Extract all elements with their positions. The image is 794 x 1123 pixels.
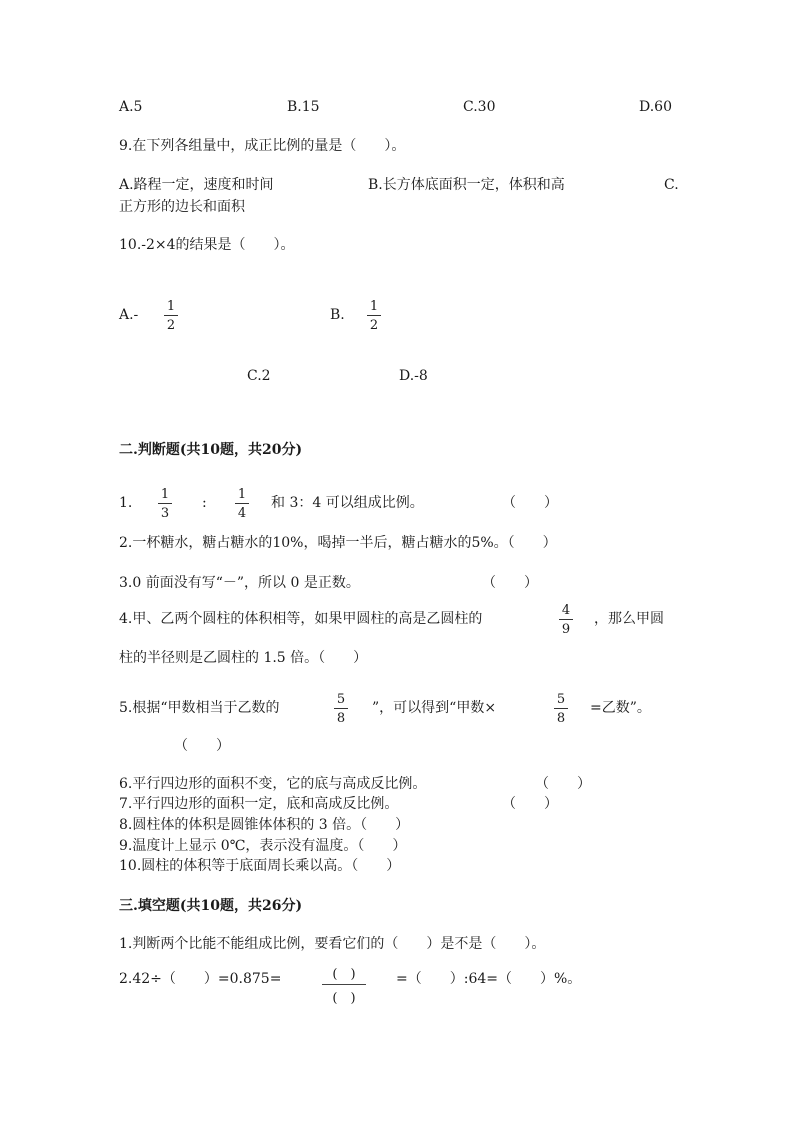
q8-option-d: D.60	[639, 99, 672, 115]
judge-8: 8.圆柱体的体积是圆锥体体积的 3 倍。（ ）	[119, 817, 410, 833]
judge-5-part-3: =乙数”。	[590, 700, 651, 716]
q10-option-b-fraction	[367, 300, 381, 332]
section-2-title: 二.判断题(共10题，共20分)	[119, 442, 303, 458]
fraction-denominator-blank[interactable]: ( )	[332, 991, 356, 1006]
fill-1: 1.判断两个比能不能组成比例，要看它们的（ ）是不是（ ）。	[119, 936, 546, 952]
fraction-denominator: 8	[556, 711, 566, 726]
judge-1-colon: :	[202, 495, 207, 511]
q10-option-d: D.-8	[399, 368, 428, 384]
judge-1-fraction-1	[158, 488, 172, 520]
fraction-numerator: 1	[369, 299, 379, 314]
judge-9: 9.温度计上显示 0℃，表示没有温度。（ ）	[119, 838, 407, 854]
judge-1-text: 和 3：4 可以组成比例。	[271, 495, 424, 511]
judge-5-fraction-1	[334, 693, 348, 725]
fraction-numerator: 1	[237, 487, 247, 502]
fill-2-fraction[interactable]	[322, 963, 366, 1006]
q9-stem: 9.在下列各组量中，成正比例的量是（ ）。	[119, 138, 406, 154]
judge-4-fraction	[559, 604, 573, 636]
fraction-denominator: 2	[166, 318, 176, 333]
q9-option-c-text: 正方形的边长和面积	[119, 199, 245, 215]
fraction-denominator: 4	[237, 506, 247, 521]
q10-stem: 10.-2×4的结果是（ ）。	[119, 237, 295, 253]
judge-1-answer-paren[interactable]: （ ）	[502, 495, 558, 511]
judge-1-prefix: 1.	[119, 495, 133, 511]
fraction-denominator: 3	[160, 506, 170, 521]
judge-5-answer-paren[interactable]: （ ）	[174, 738, 230, 754]
fraction-denominator: 8	[336, 711, 346, 726]
judge-5-part-2: ”，可以得到“甲数×	[372, 700, 497, 716]
q9-option-a: A.路程一定，速度和时间	[119, 177, 274, 193]
judge-2: 2.一杯糖水，糖占糖水的10%，喝掉一半后，糖占糖水的5%。（ ）	[119, 535, 557, 551]
q10-option-a-prefix: A.-	[119, 307, 139, 323]
section-3-title: 三.填空题(共10题，共26分)	[119, 898, 303, 914]
q9-option-b: B.长方体底面积一定，体积和高	[368, 177, 565, 193]
judge-4-line-2: 柱的半径则是乙圆柱的 1.5 倍。（ ）	[119, 650, 368, 666]
q10-option-a-fraction	[164, 300, 178, 332]
fraction-numerator: 4	[561, 603, 571, 618]
fraction-numerator: 5	[556, 692, 566, 707]
judge-10: 10.圆柱的体积等于底面周长乘以高。（ ）	[119, 858, 401, 874]
judge-5-part-1: 5.根据“甲数相当于乙数的	[119, 700, 280, 716]
judge-3-answer-paren[interactable]: （ ）	[482, 575, 538, 591]
fraction-numerator: 5	[336, 692, 346, 707]
judge-7-answer-paren[interactable]: （ ）	[502, 796, 558, 812]
fraction-numerator-blank[interactable]: ( )	[332, 967, 356, 982]
q9-option-c-label: C.	[664, 177, 679, 193]
fraction-bar	[322, 984, 366, 985]
judge-1-fraction-2	[235, 488, 249, 520]
judge-4-line-1: 4.甲、乙两个圆柱的体积相等，如果甲圆柱的高是乙圆柱的	[119, 611, 483, 627]
fill-2-part-1: 2.42÷（ ）=0.875=	[119, 971, 282, 987]
judge-7-text: 7.平行四边形的面积一定，底和高成反比例。	[119, 796, 399, 812]
fraction-denominator: 9	[561, 622, 571, 637]
judge-4-line-1-end: ，那么甲圆	[594, 611, 664, 627]
q8-option-c: C.30	[463, 99, 496, 115]
fraction-numerator: 1	[160, 487, 170, 502]
fraction-numerator: 1	[166, 299, 176, 314]
judge-6-answer-paren[interactable]: （ ）	[535, 776, 591, 792]
q8-option-b: B.15	[287, 99, 320, 115]
q10-option-b-prefix: B.	[330, 307, 345, 323]
fraction-denominator: 2	[369, 318, 379, 333]
q10-option-c: C.2	[247, 368, 271, 384]
q8-option-a: A.5	[119, 99, 143, 115]
judge-6-text: 6.平行四边形的面积不变，它的底与高成反比例。	[119, 776, 427, 792]
fill-2-part-2: =（ ）:64=（ ）%。	[396, 971, 582, 987]
judge-5-fraction-2	[554, 693, 568, 725]
judge-3-text: 3.0 前面没有写“－”，所以 0 是正数。	[119, 575, 360, 591]
